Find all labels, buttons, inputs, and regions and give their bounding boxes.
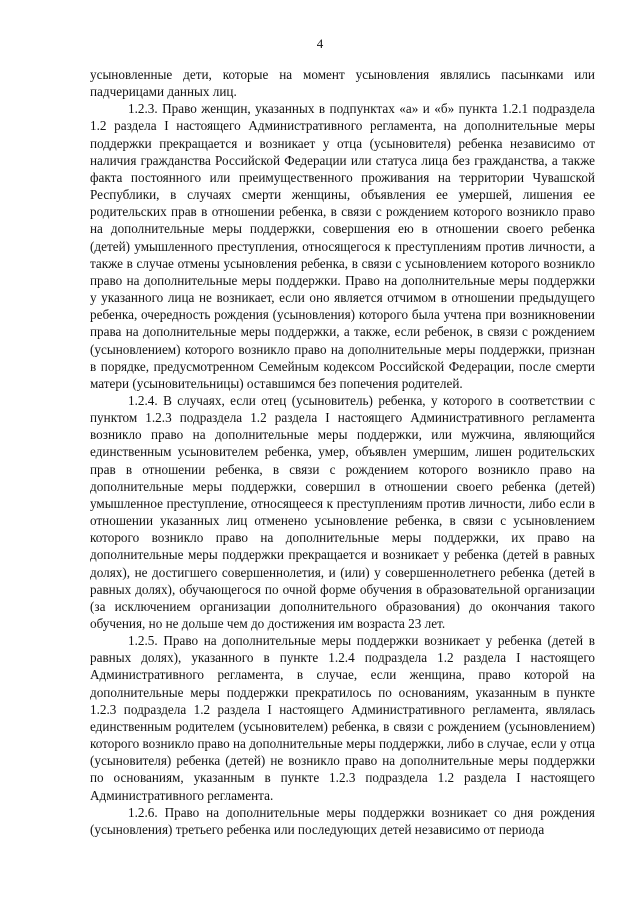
document-body (90, 66, 595, 838)
paragraph-1-2-5: 1.2.5. Право на дополнительные меры поддержки возникает у ребенка (детей в равных долях), указанного в пункте 1.2.4 подраздела 1.2 раздела I настоящего Административного регламента, в случае, если женщина, право которой на дополнительные меры поддержки прекратилось по основаниям, указанным в пункте 1.2.3 подраздела 1.2 раздела I настоящего Административного регламента, являлась единственным родителем (усыновителем) ребенка, в связи с рождением (усыновлением) которого возникло право на дополнительные меры поддержки, либо в случае, если у отца (усыновителя) ребенка (детей) не возникло право на дополнительные меры поддержки по основаниям, указанным в пункте 1.2.3 подраздела 1.2 раздела I настоящего Административного регламента. (90, 633, 595, 803)
page-number: 4 (316, 36, 324, 51)
paragraph-1-2-4: 1.2.4. В случаях, если отец (усыновитель) ребенка, у которого в соответствии с пунктом 1.2.3 подраздела 1.2 раздела I настоящего Административного регламента возникло право на дополнительные меры поддержки, или мужчина, являющийся единственным усыновителем ребенка, умер, объявлен умершим, лишен родительских прав в отношении ребенка, в связи с рождением которого возникло право на дополнительные меры поддержки, совершил в отношении своего ребенка (детей) умышленное преступление, относящееся к преступлениям против личности, либо если в отношении указанных лиц отменено усыновление ребенка, в связи с усыновлением которого возникло право на дополнительные меры поддержки, их право на дополнительные меры поддержки прекращается и возникает у ребенка (детей в равных долях), не достигшего совершеннолетия, и (или) у совершеннолетнего ребенка (детей в равных долях), обучающегося по очной форме обучения в образовательной организации (за исключением организации дополнительного образования) до окончания такого обучения, но не дольше чем до достижения им возраста 23 лет. (90, 392, 595, 631)
paragraph-continuation: усыновленные дети, которые на момент усыновления являлись пасынками или падчерицами данных лиц. (90, 67, 595, 100)
paragraph-1-2-6: 1.2.6. Право на дополнительные меры поддержки возникает со дня рождения (усыновления) третьего ребенка или последующих детей независимо от периода (90, 804, 595, 837)
paragraph-1-2-3: 1.2.3. Право женщин, указанных в подпунктах «а» и «б» пункта 1.2.1 подраздела 1.2 раздела I настоящего Административного регламента, на дополнительные меры поддержки прекращается и возникает у отца (усыновителя) ребенка независимо от наличия гражданства Российской Федерации или статуса лица без гражданства, а также факта постоянного или преимущественного проживания на территории Чувашской Республики, в случаях смерти женщины, объявления ее умершей, лишения ее родительских прав в отношении ребенка, в связи с рождением которого возникло право на дополнительные меры поддержки, совершения ею в отношении своего ребенка (детей) умышленного преступления, относящегося к преступлениям против личности, а также в случае отмены усыновления ребенка, в связи с усыновлением которого возникло право на дополнительные меры поддержки. Право на дополнительные меры поддержки у указанного лица не возникает, если оно является отчимом в отношении предыдущего ребенка, очередность рождения (усыновления) которого была учтена при возникновении права на дополнительные меры поддержки, а также, если ребенок, в связи с рождением (усыновлением) которого возникло право на дополнительные меры поддержки, признан в порядке, предусмотренном Семейным кодексом Российской Федерации, после смерти матери (усыновительницы) оставшимся без попечения родителей. (90, 101, 595, 391)
